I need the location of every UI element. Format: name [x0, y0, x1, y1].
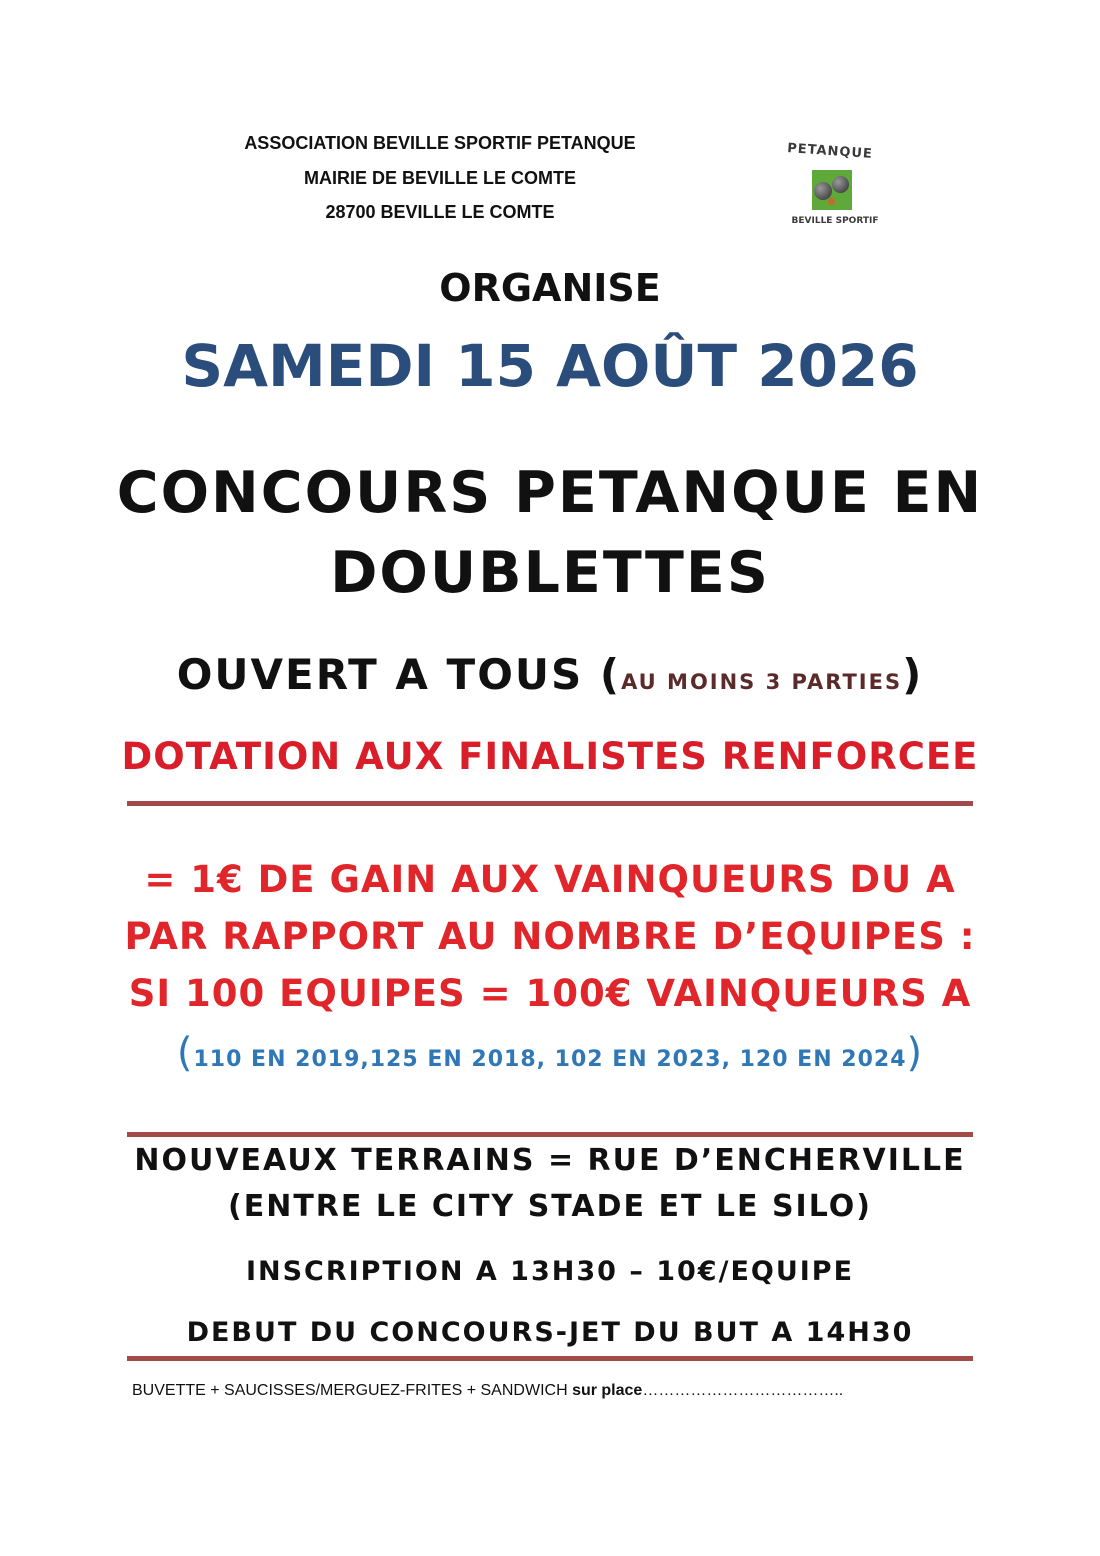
gain-line2: PAR RAPPORT AU NOMBRE D’EQUIPES : [124, 915, 976, 958]
divider [127, 1132, 973, 1137]
gain-line3: SI 100 EQUIPES = 100€ VAINQUEURS A [128, 972, 972, 1015]
logo-top-text: PETANQUE [786, 141, 874, 162]
paren-open: ( [599, 650, 622, 699]
buvette-text: BUVETTE + SAUCISSES/MERGUEZ-FRITES + SANDWICH [132, 1382, 573, 1399]
event-title-line1: CONCOURS PETANQUE EN [116, 460, 984, 526]
organise-label: ORGANISE [439, 266, 661, 310]
event-date: SAMEDI 15 AOÛT 2026 [181, 332, 919, 400]
event-title-line2: DOUBLETTES [330, 540, 770, 606]
paren-open: ( [176, 1030, 194, 1076]
mairie-name: MAIRIE DE BEVILLE LE COMTE [303, 168, 576, 188]
terrains-line2: (ENTRE LE CITY STADE ET LE SILO) [228, 1189, 872, 1224]
dotation-banner: DOTATION AUX FINALISTES RENFORCEE [121, 735, 979, 778]
club-logo [780, 140, 890, 235]
divider [127, 1356, 973, 1361]
past-years-stats [0, 1030, 1100, 1076]
paren-close: ) [902, 650, 924, 699]
buvette-note [132, 1382, 843, 1400]
min-games-note: AU MOINS 3 PARTIES [621, 670, 903, 694]
gain-line1: = 1€ DE GAIN AUX VAINQUEURS DU A [144, 858, 956, 901]
boule-icon [832, 176, 849, 193]
association-name: ASSOCIATION BEVILLE SPORTIF PETANQUE [244, 133, 636, 153]
address: 28700 BEVILLE LE COMTE [325, 202, 555, 222]
terrains-line1: NOUVEAUX TERRAINS = RUE D’ENCHERVILLE [134, 1143, 966, 1178]
divider [127, 801, 973, 806]
paren-close: ) [906, 1030, 924, 1076]
buvette-on-site: sur place [572, 1382, 643, 1399]
logo-bottom-text: BEVILLE SPORTIF [791, 216, 879, 226]
past-years-text: 110 EN 2019,125 EN 2018, 102 EN 2023, 120 EN 2024 [193, 1047, 907, 1072]
start-info: DEBUT DU CONCOURS-JET DU BUT A 14H30 [186, 1317, 914, 1348]
petanque-balls-icon [812, 170, 852, 210]
inscription-info: INSCRIPTION A 13H30 – 10€/EQUIPE [245, 1256, 855, 1287]
open-to-all [0, 650, 1100, 699]
buvette-dots: ……………………………….. [642, 1382, 844, 1399]
open-to-all-main: OUVERT A TOUS [176, 650, 600, 699]
cochonnet-icon [828, 198, 835, 205]
